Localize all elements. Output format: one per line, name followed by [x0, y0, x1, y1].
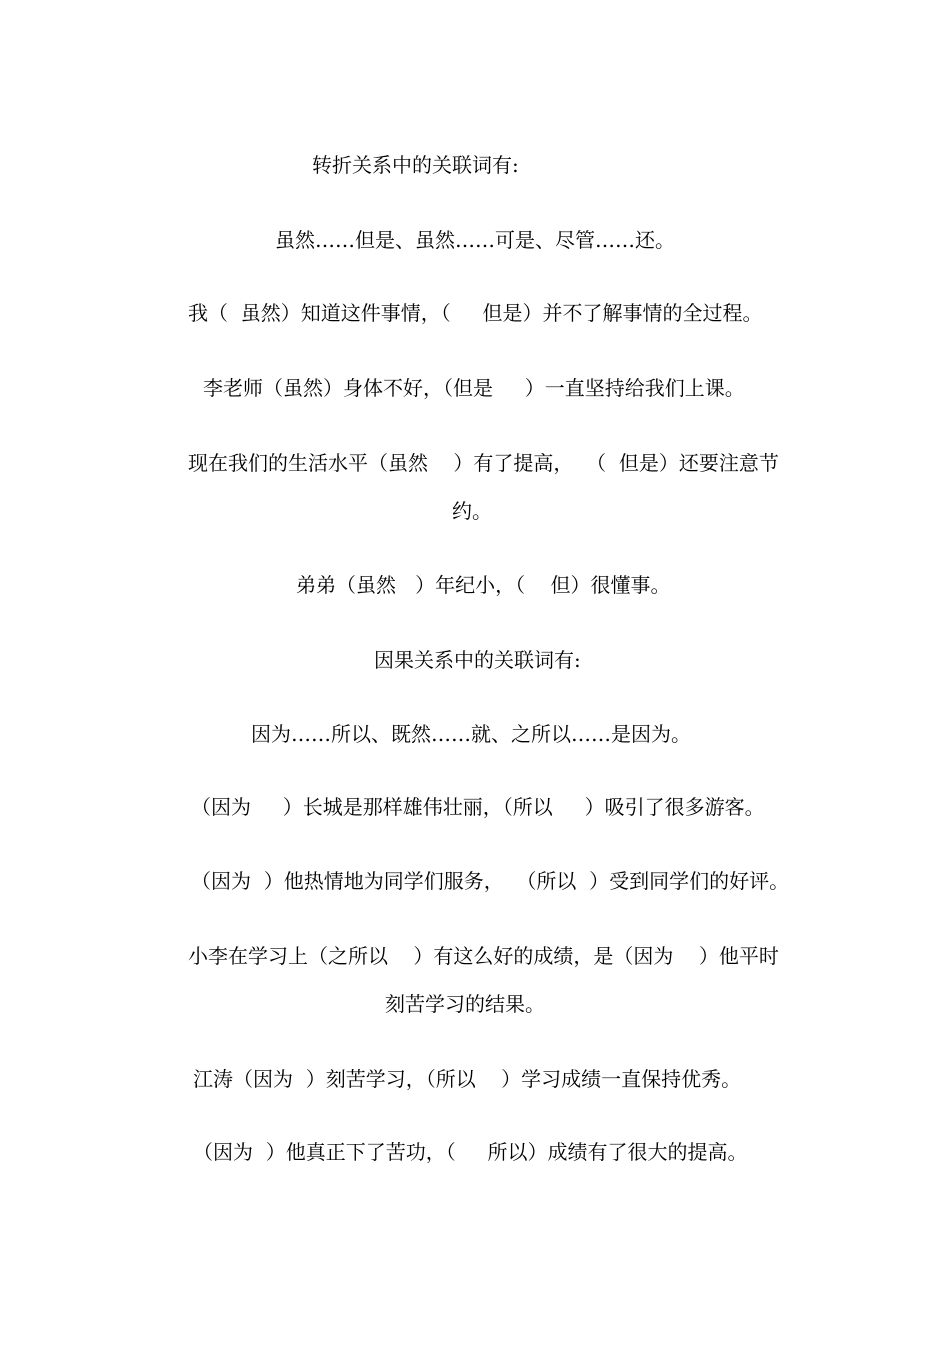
causal-example-5: （因为 ）他真正下了苦功，（ 所以）成绩有了很大的提高。	[193, 1140, 748, 1164]
causal-example-3-continued: 刻苦学习的结果。	[385, 992, 545, 1016]
adversative-example-2: 李老师（虽然）身体不好，（但是 ）一直坚持给我们上课。	[203, 376, 745, 400]
adversative-example-4: 弟弟（虽然 ）年纪小，（ 但）很懂事。	[296, 573, 671, 597]
causal-example-2: （因为 ）他热情地为同学们服务， （所以 ）受到同学们的好评。	[191, 869, 790, 893]
causal-example-4: 江涛（因为 ）刻苦学习，（所以 ）学习成绩一直保持优秀。	[193, 1067, 742, 1091]
adversative-word-list: 虽然……但是、虽然……可是、尽管……还。	[275, 228, 675, 252]
adversative-example-3: 现在我们的生活水平（虽然 ）有了提高， （ 但是）还要注意节	[188, 451, 779, 475]
heading-causal: 因果关系中的关联词有:	[374, 648, 581, 672]
adversative-example-1: 我（ 虽然）知道这件事情，（ 但是）并不了解事情的全过程。	[188, 301, 763, 325]
heading-adversative: 转折关系中的关联词有:	[312, 153, 519, 177]
causal-word-list: 因为……所以、既然……就、之所以……是因为。	[251, 722, 691, 746]
causal-example-3: 小李在学习上（之所以 ）有这么好的成绩，是（因为 ）他平时	[188, 944, 779, 968]
adversative-example-3-continued: 约。	[452, 499, 492, 523]
causal-example-1: （因为 ）长城是那样雄伟壮丽，（所以 ）吸引了很多游客。	[191, 795, 765, 819]
